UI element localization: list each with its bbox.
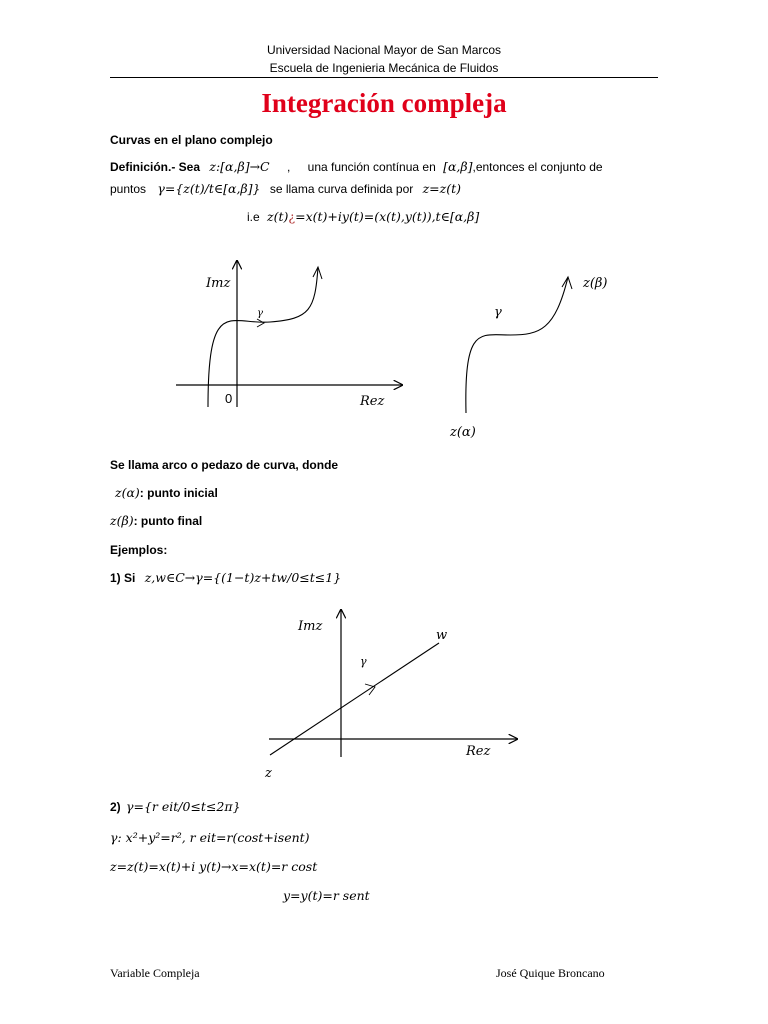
example-1 — [110, 570, 341, 585]
curve-direction-arrow-icon — [257, 319, 264, 327]
example-2-line-4: y=y(t)=r sent — [283, 888, 370, 903]
figure-segment — [255, 605, 525, 785]
label-imz: Imz — [206, 276, 231, 291]
definition-puntos: puntos — [110, 182, 147, 196]
initial-point-line — [115, 485, 218, 500]
initial-point-symbol: z(α) — [115, 485, 140, 500]
label-z: z — [265, 766, 272, 781]
figure-arc — [440, 265, 630, 445]
segment-direction-arrow-icon — [365, 684, 375, 695]
footer-author: José Quique Broncano — [496, 966, 605, 980]
label-z-alpha: z(α) — [450, 425, 476, 440]
segment-gamma — [270, 643, 439, 755]
label-segment-imz: Imz — [298, 619, 323, 634]
ie-lhs: z(t) — [267, 209, 289, 224]
ie-rhs: =x(t)+iy(t)=(x(t),y(t)),t∈[α,β] — [295, 209, 480, 224]
definition-func: una función contínua en — [307, 160, 436, 174]
ie-qmark: ¿ — [288, 209, 296, 224]
definition-sep: , — [286, 160, 291, 174]
page-title: Integración compleja — [261, 88, 507, 118]
final-point-symbol: z(β) — [110, 513, 134, 528]
ie-line — [247, 209, 479, 224]
example-2-line-2: γ: x²+y²=r², r eit=r(cost+isent) — [110, 830, 310, 845]
example-2-line-1 — [110, 799, 241, 814]
label-arc-gamma: γ — [494, 305, 502, 320]
school-name: Escuela de Ingenieria Mecánica de Fluidos — [269, 61, 499, 75]
initial-point-text: : punto inicial — [139, 486, 218, 500]
final-point-line — [110, 513, 202, 528]
arc-gamma — [466, 277, 568, 413]
examples-heading: Ejemplos: — [110, 543, 168, 557]
definition-lead: Definición.- Sea — [110, 160, 201, 174]
footer-course: Variable Compleja — [110, 966, 200, 980]
label-rez: Rez — [360, 394, 385, 409]
example-2-label: 2) — [110, 800, 121, 814]
definition-line-2 — [110, 181, 461, 196]
figure-curve-axes — [170, 255, 410, 415]
definition-called: se llama curva definida por — [269, 182, 414, 196]
section-heading: Curvas en el plano complejo — [110, 133, 273, 147]
definition-interval: [α,β] — [443, 159, 473, 174]
arc-sentence: Se llama arco o pedazo de curva, donde — [110, 458, 339, 472]
label-gamma: γ — [257, 308, 263, 319]
university-name: Universidad Nacional Mayor de San Marcos — [266, 43, 502, 57]
label-segment-rez: Rez — [466, 744, 491, 759]
example-2-set: γ={r eit/0≤t≤2π} — [126, 799, 241, 814]
final-point-text: : punto final — [133, 514, 203, 528]
example-2-line-3: z=z(t)=x(t)+i y(t)→x=x(t)=r cost — [110, 859, 318, 874]
label-segment-gamma: γ — [360, 655, 367, 668]
label-z-beta: z(β) — [583, 276, 608, 291]
definition-line-1 — [110, 159, 603, 174]
z-equation: z=z(t) — [422, 181, 462, 196]
example-1-formula: z,w∈C→γ={(1−t)z+tw/0≤t≤1} — [144, 570, 342, 585]
definition-tail: ,entonces el conjunto de — [472, 160, 603, 174]
gamma-set: γ={z(t)/t∈[α,β]} — [157, 181, 261, 196]
label-origin: 0 — [225, 391, 233, 406]
example-1-label: 1) Si — [110, 571, 136, 585]
definition-map: z:[α,β]→C — [209, 159, 270, 174]
ie-label: i.e — [247, 210, 260, 224]
header-rule — [110, 77, 658, 78]
label-w: w — [436, 628, 448, 643]
